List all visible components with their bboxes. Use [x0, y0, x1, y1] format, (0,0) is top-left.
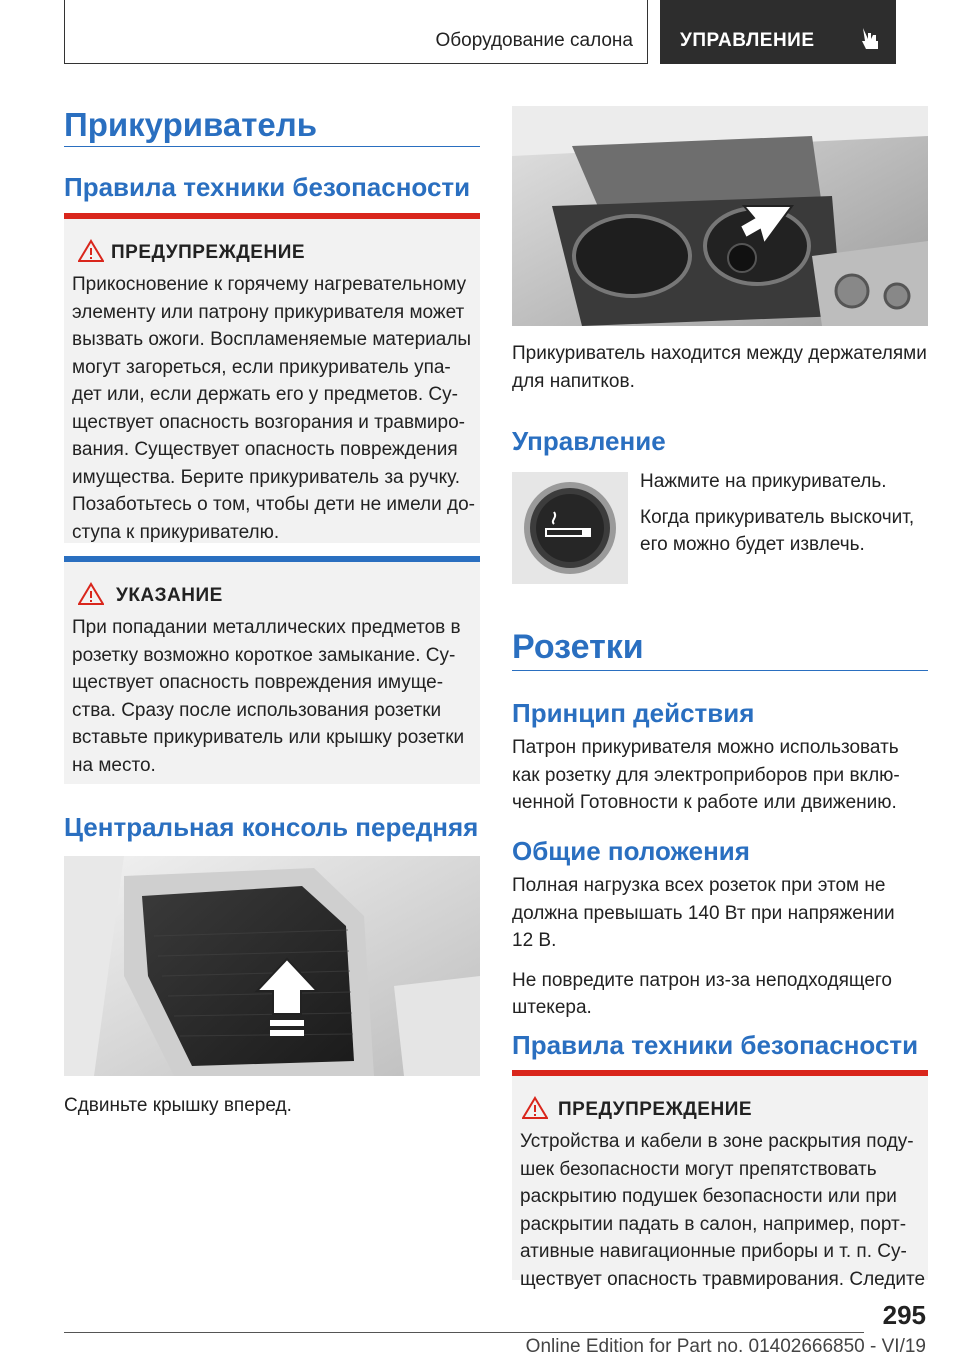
- warning-line: раскрытии падать в салон, например, порт-: [520, 1213, 907, 1235]
- header-chapter-tab: [660, 0, 896, 64]
- warning-text: [520, 1128, 930, 1293]
- warning-triangle-icon: [522, 1096, 548, 1120]
- safety-heading-block: [64, 172, 480, 203]
- notice-triangle-icon: [78, 582, 104, 606]
- safety-heading-2: Правила техники безопасности: [512, 1030, 919, 1060]
- notice-line: ства. Сразу после использования розетки: [72, 699, 442, 721]
- cupholder-photo: [512, 106, 928, 326]
- warning-line: вызвать ожоги. Воспламеняемые материалы: [72, 329, 472, 350]
- principle-line: как розетку для электроприборов при вклю-: [512, 764, 900, 786]
- warning-text: [72, 271, 482, 546]
- warning-label: ПРЕДУПРЕЖДЕНИЕ: [111, 242, 306, 263]
- control-text-block: [640, 468, 928, 559]
- warning-label: ПРЕДУПРЕЖДЕНИЕ: [558, 1099, 753, 1120]
- warning-bar: [64, 213, 480, 219]
- warning-line: могут загореться, если прикуриватель упа-: [72, 356, 451, 378]
- notice-label: УКАЗАНИЕ: [116, 585, 223, 606]
- footer-rule: [64, 1332, 864, 1333]
- pointing-hand-icon: [860, 27, 880, 51]
- cupholder-photo-illustration: [512, 106, 928, 326]
- page-number: 295: [882, 1300, 926, 1330]
- warning-line: Позаботьтесь о том, чтобы дети не имели до-: [72, 494, 475, 515]
- cupholder-caption-block: [512, 340, 928, 395]
- general-line: штекера.: [512, 997, 592, 1018]
- console-caption-block: [64, 1092, 480, 1120]
- warning-line: ществует опасность возгорания и травмиро-: [72, 411, 466, 433]
- warning-line: вания. Существует опасность повреждения: [72, 439, 458, 460]
- console-photo: [64, 856, 480, 1076]
- notice-line: ществует опасность повреждения имуще-: [72, 672, 444, 693]
- warning-line: раскрытию подушек безопасности или при: [520, 1186, 897, 1207]
- notice-line: розетку возможно короткое замыкание. Су-: [72, 644, 456, 666]
- general-heading: Общие положения: [512, 836, 750, 866]
- console-heading: Центральная консоль передняя: [64, 812, 479, 842]
- console-photo-illustration: [64, 856, 480, 1076]
- lighter-button-illustration: [512, 472, 628, 584]
- sockets-rule: [512, 670, 928, 671]
- warning-triangle-icon: [78, 239, 104, 263]
- control-step-press: Нажмите на прикуриватель.: [640, 471, 887, 492]
- control-heading: Управление: [512, 426, 666, 456]
- warning-box: [64, 213, 480, 543]
- warning-line: шек безопасности могут препятствовать: [520, 1158, 877, 1180]
- general-line: 12 В.: [512, 930, 557, 951]
- title-rule: [64, 146, 480, 147]
- general-line: Полная нагрузка всех розеток при этом не: [512, 875, 886, 896]
- principle-line: Патрон прикуривателя можно использовать: [512, 737, 899, 758]
- safety-heading-2-block: [512, 1030, 928, 1061]
- general-heading-block: [512, 836, 928, 867]
- header-section-title: Оборудование салона: [435, 30, 633, 51]
- warning-line: ативные навигационные приборы и т. п. Су-: [520, 1241, 907, 1262]
- warning-line: имущества. Берите прикуриватель за ручку.: [72, 466, 461, 488]
- control-step-remove: его можно будет извлечь.: [640, 534, 865, 555]
- warning-line: элементу или патрону прикуривателя может: [72, 301, 465, 323]
- notice-line: вставьте прикуриватель или крышку розетки: [72, 727, 465, 748]
- notice-text: [72, 614, 482, 779]
- footer-edition: Online Edition for Part no. 01402666850 - VI/19: [525, 1336, 926, 1357]
- warning-line: Устройства и кабели в зоне раскрытия поду-: [520, 1131, 914, 1152]
- safety-heading: Правила техники безопасности: [64, 172, 471, 202]
- control-heading-block: [512, 426, 928, 457]
- page-title: Прикуриватель: [64, 106, 318, 143]
- principle-heading: Принцип действия: [512, 698, 755, 728]
- notice-bar: [64, 556, 480, 562]
- general-line: должна превышать 140 Вт при напряжении: [512, 902, 895, 924]
- control-step-pop: Когда прикуриватель выскочит,: [640, 506, 915, 528]
- notice-box: [64, 556, 480, 784]
- warning-line: ступа к прикуривателю.: [72, 521, 280, 543]
- notice-line: При попадании металлических предметов в: [72, 617, 461, 638]
- principle-line: ченной Готовности к работе или движению.: [512, 792, 897, 813]
- console-caption: Сдвиньте крышку вперед.: [64, 1095, 292, 1116]
- warning-box-2: [512, 1070, 928, 1290]
- principle-text-block: [512, 734, 928, 817]
- general-line: Не повредите патрон из-за неподходящего: [512, 969, 892, 991]
- header-section-tab: [64, 0, 648, 64]
- cupholder-caption-line: для напитков.: [512, 370, 635, 392]
- title-block: [64, 106, 480, 144]
- warning-line: дет или, если держать его у предметов. Су-: [72, 384, 458, 405]
- warning-bar: [512, 1070, 928, 1076]
- console-heading-block: [64, 812, 480, 843]
- principle-heading-block: [512, 698, 928, 729]
- general-text-block: [512, 872, 928, 1022]
- notice-line: на место.: [72, 754, 156, 776]
- lighter-button-photo: [512, 472, 628, 584]
- sockets-title: Розетки: [512, 628, 644, 666]
- header-chapter-title: УПРАВЛЕНИЕ: [680, 30, 815, 51]
- cupholder-caption-line: Прикуриватель находится между держателями: [512, 343, 927, 364]
- warning-line: Прикосновение к горячему нагревательному: [72, 274, 467, 295]
- sockets-title-block: [512, 628, 928, 667]
- warning-line: ществует опасность травмирования. Следите: [520, 1268, 926, 1290]
